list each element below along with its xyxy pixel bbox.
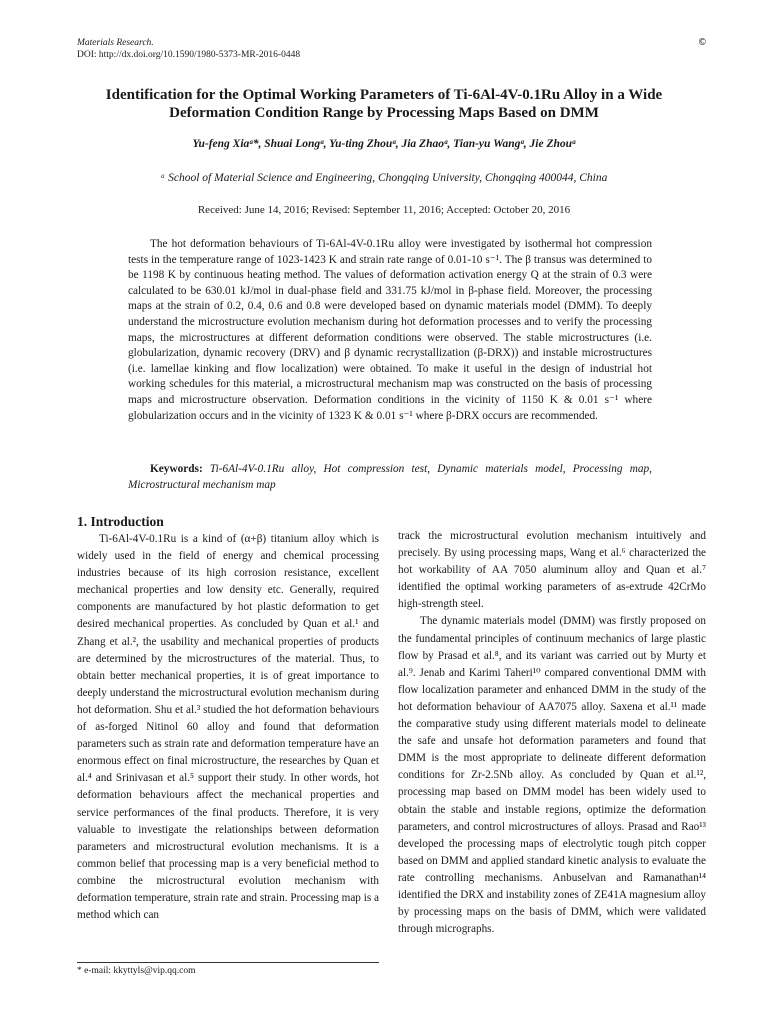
author-list: Yu-feng Xiaᵃ*, Shuai Longᵃ, Yu-ting Zhouᵃ, Jia Zhaoᵃ, Tian-yu Wangᵃ, Jie Zhouᵃ: [192, 138, 576, 150]
intro-paragraph-right-1: track the microstructural evolution mechanism intuitively and precisely. By using processing maps, Wang et al.⁶ characterized the hot workability of AA 7050 aluminum alloy and Quan et al.⁷ identified the optimal working parameters of as-extrude 42CrMo high-strength steel.: [398, 530, 706, 611]
received-dates: Received: June 14, 2016; Revised: September 11, 2016; Accepted: October 20, 2016: [197, 204, 571, 216]
doi-link[interactable]: DOI: http://dx.doi.org/10.1590/1980-5373-MR-2016-0448: [77, 50, 301, 60]
title-line-1: Identification for the Optimal Working Parameters of Ti-6Al-4V-0.1Ru Alloy in a Wide: [105, 87, 663, 103]
keywords-list: Ti-6Al-4V-0.1Ru alloy, Hot compression test, Dynamic materials model, Processing map, Microstructural mechanism map: [128, 463, 652, 491]
footnote-email[interactable]: * e-mail: kkyttyls@vip.qq.com: [77, 966, 196, 976]
affiliation: ᵃ School of Material Science and Engineering, Chongqing University, Chongqing 400044, China: [160, 172, 608, 184]
copyright-icon: ©: [698, 37, 706, 48]
title-line-2: Deformation Condition Range by Processing Maps Based on DMM: [169, 105, 599, 121]
column-left: [77, 513, 379, 924]
intro-paragraph-right-2: The dynamic materials model (DMM) was firstly proposed on the fundamental principles of continuum mechanics of large plastic flow by Prasad et al.⁸, and its variant was carried out by Murty et al.⁹. Jenab and Karimi Taheri¹⁰ compared conventional DMM with flow localization parameter and enhanced DMM in the study of the hot deformation behaviour of AA7075 alloy. Saxena et al.¹¹ made the comparative study using different materials model to delineate the safe and unsafe hot deformation parameters and found that DMM is the most appropriate to delineate different deformation conditions for Zr-2.5Nb alloy. As concluded by Quan et al.¹², processing map based on DMM model has been widely used to obtain the stable and instable regions, optimize the deformation parameters, and control microstructures of alloys. Prasad and Rao¹³ developed the processing maps of electrolytic tough pitch copper based on DMM and applied standard kinetic analysis to evaluate the rate controlling mechanisms. Anbuselvan and Ramanathan¹⁴ identified the DRX and instability zones of ZE41A magnesium alloy by processing maps on the basis of DMM, which were validated through micrographs.: [398, 615, 706, 936]
paper-title: [70, 86, 698, 122]
keywords-label: Keywords:: [150, 463, 203, 475]
keywords: [128, 461, 652, 493]
intro-paragraph-left: Ti-6Al-4V-0.1Ru is a kind of (α+β) titanium alloy which is widely used in the field of energy and chemical processing industries because of its high corrosion resistance, excellent mechanical properties and low density etc. Generally, required components are manufactured by hot plastic deformation to get desired mechanical properties. As concluded by Quan et al.¹ and Zhang et al.², the usability and mechanical properties of products are determined by the microstructures of the material. Thus, to obtain better mechanical properties, it is of great importance to deeply understand the microstructural evolution mechanism during hot deformation. Shu et al.³ studied the hot deformation behaviours of as-forged Nitinol 60 alloy and found that deformation parameters such as strain rate and deformation temperature have an enormous effect on final microstructure, the researches by Quan et al.⁴ and Srinivasan et al.⁵ support their study. In other words, hot deformation behaviours affect the mechanical properties and service performances of the final products. Therefore, it is very valuable to investigate the relationships between deformation parameters and microstructural evolution mechanisms. It is a common belief that processing map is a very beneficial method to combine the microstructural evolution mechanism with deformation temperature, strain rate and strain. Processing map is a method which can: [77, 533, 379, 922]
abstract: The hot deformation behaviours of Ti-6Al-4V-0.1Ru alloy were investigated by isothermal hot compression tests in the temperature range of 1023-1423 K and strain rate range of 0.01-10 s⁻¹. The β transus was determined to be 1198 K by continuous heating method. The values of deformation activation energy Q at the strain of 0.3 were calculated to be 630.01 kJ/mol in dual-phase field and 331.75 kJ/mol in β-phase field. Moreover, the processing maps at the strain of 0.2, 0.4, 0.6 and 0.8 were developed based on dynamic materials model (DMM). To deeply understand the microstructure evolution mechanism during hot deformation processes and to verify the processing maps, the microstructures at different deformation conditions were observed. The stable microstructures (i.e. globularization, dynamic recovery (DRV) and β dynamic recrystallization (β-DRX)) and instable microstructures (i.e. lamellae kinking and flow localization) were obtained. To make it useful in the design of industrial hot working schedules for this material, a microstructural mechanism map was constructed on the basis of processing maps and microstructure observation. Deformation conditions in the vicinity of 1150 K & 0.01 s⁻¹ where globularization occurs and in the vicinity of 1323 K & 0.01 s⁻¹ where β-DRX occurs are recommended.: [128, 238, 652, 422]
column-right: [398, 528, 706, 938]
section-heading: 1. Introduction: [77, 514, 164, 529]
running-header: [77, 37, 300, 61]
footnote-divider: [77, 962, 379, 963]
journal-name: Materials Research.: [77, 38, 154, 48]
